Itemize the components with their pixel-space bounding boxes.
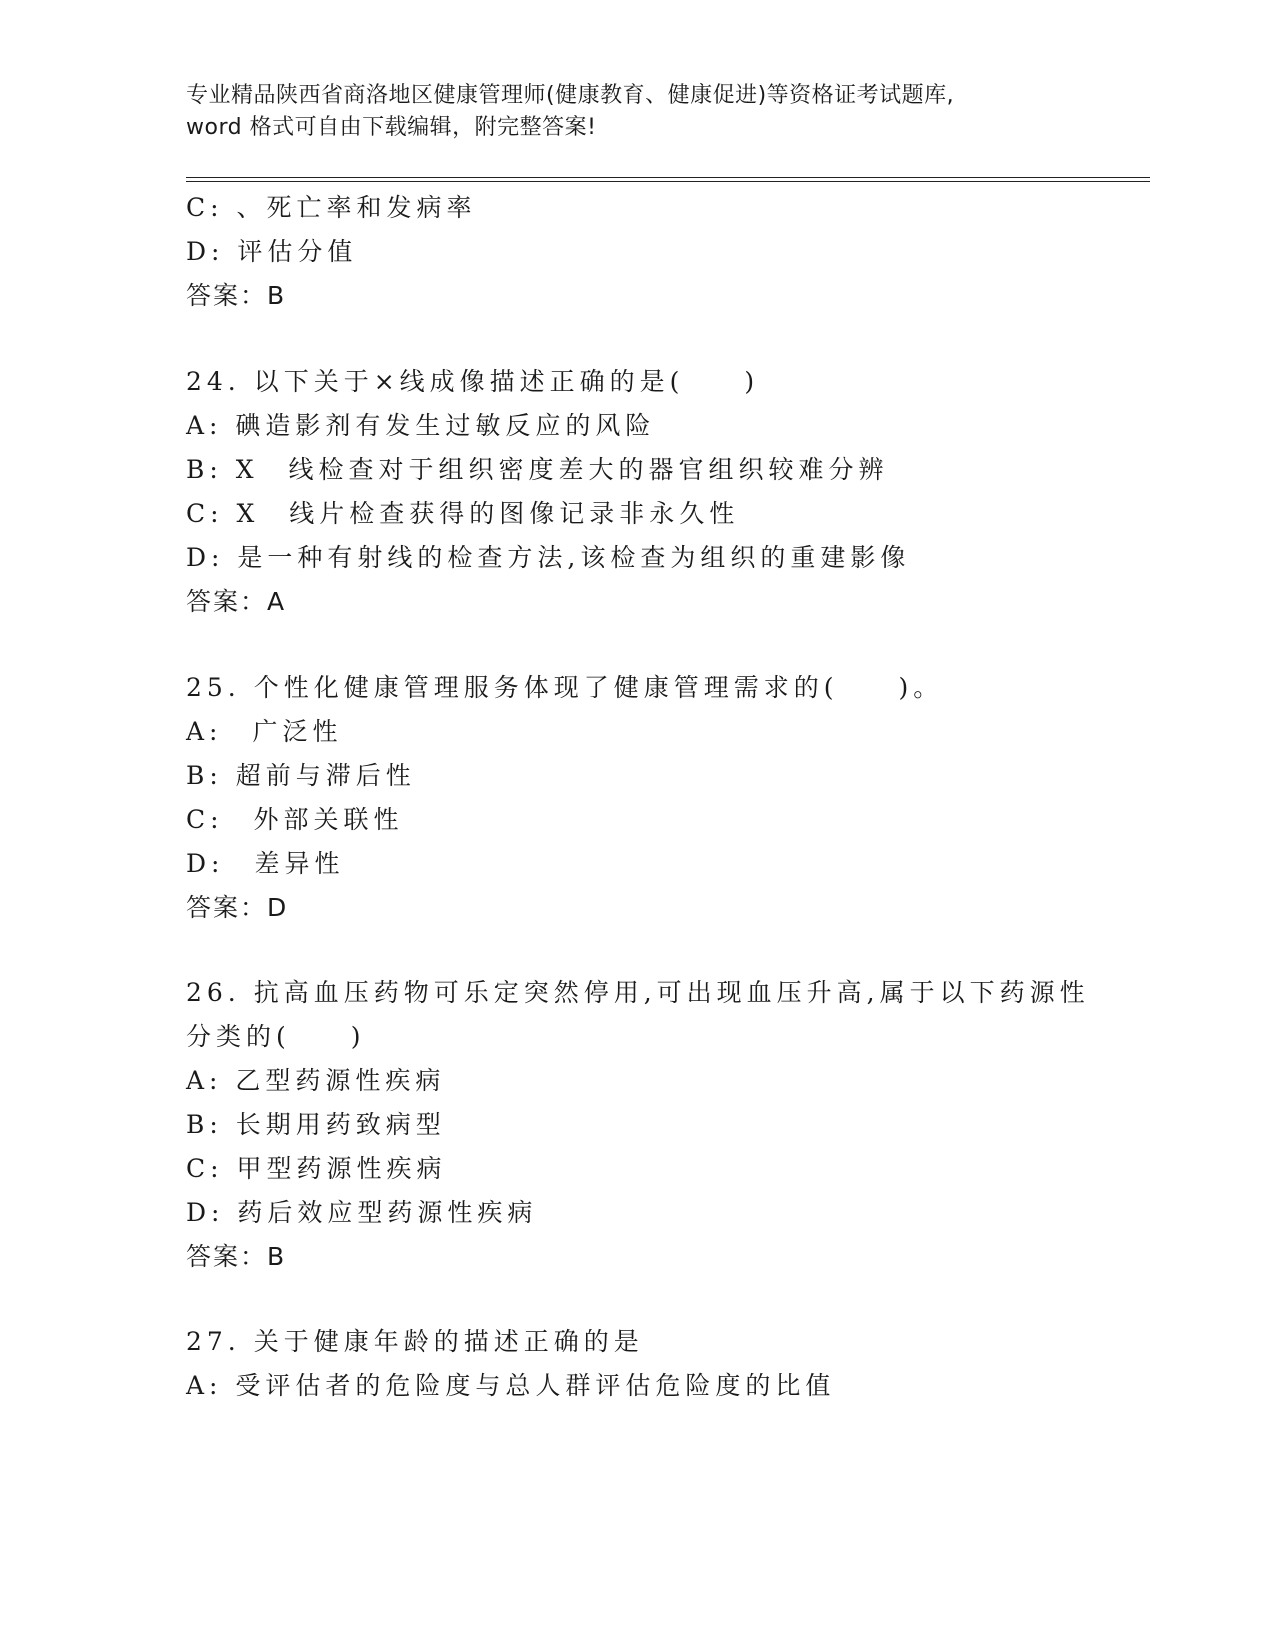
question-26-option-c: C: 甲型药源性疾病 [186,1154,447,1183]
question-24-option-d: D: 是一种有射线的检查方法,该检查为组织的重建影像 [186,543,911,572]
question-25-option-a: A: 广泛性 [186,717,343,746]
question-24-stem: 24. 以下关于×线成像描述正确的是( ) [186,367,760,396]
question-26-option-a: A: 乙型药源性疾病 [186,1066,446,1095]
document-header-line-1: 专业精品陕西省商洛地区健康管理师(健康教育、健康促进)等资格证考试题库, [186,83,955,108]
header-divider-bottom [186,181,1150,182]
question-24-answer: 答案：A [186,587,287,616]
question-24-option-c: C: X 线片检查获得的图像记录非永久性 [186,499,740,528]
question-27-option-a: A: 受评估者的危险度与总人群评估危险度的比值 [186,1371,836,1400]
question-24-option-b: B: X 线检查对于组织密度差大的器官组织较难分辨 [186,455,889,484]
question-26-option-d: D: 药后效应型药源性疾病 [186,1198,538,1227]
question-25-stem: 25. 个性化健康管理服务体现了健康管理需求的( )。 [186,673,944,702]
option-c: C: 、死亡率和发病率 [186,193,477,222]
question-26-stem-line-1: 26. 抗高血压药物可乐定突然停用,可出现血压升高,属于以下药源性 [186,978,1090,1007]
header-divider-top [186,177,1150,178]
question-25-answer: 答案：D [186,893,289,922]
question-26-stem-line-2: 分类的( ) [186,1022,366,1051]
answer-line: 答案：B [186,281,287,310]
question-25-option-d: D: 差异性 [186,849,345,878]
option-d: D: 评估分值 [186,237,358,266]
question-24-option-a: A: 碘造影剂有发生过敏反应的风险 [186,411,656,440]
question-25-option-b: B: 超前与滞后性 [186,761,416,790]
question-27-stem: 27. 关于健康年龄的描述正确的是 [186,1327,644,1356]
document-header-line-2: word 格式可自由下载编辑，附完整答案! [186,115,597,140]
question-26-answer: 答案：B [186,1242,287,1271]
question-26-option-b: B: 长期用药致病型 [186,1110,446,1139]
question-25-option-c: C: 外部关联性 [186,805,404,834]
